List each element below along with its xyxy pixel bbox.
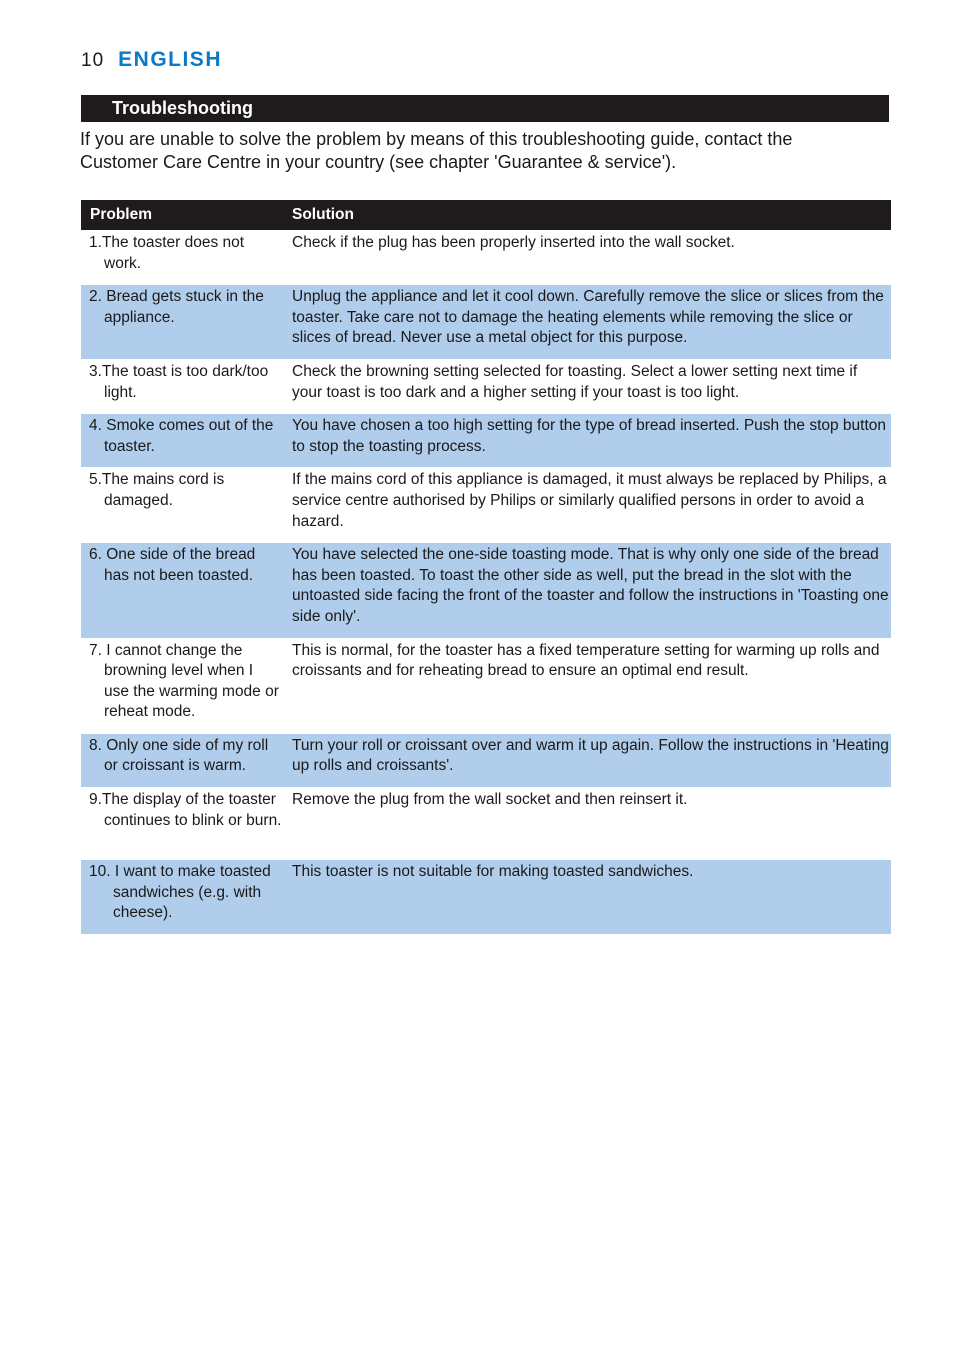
solution-cell: Turn your roll or croissant over and warm it up again. Follow the instructions in 'Heating up rolls and croissants'. bbox=[284, 733, 891, 787]
problem-cell bbox=[81, 543, 284, 638]
intro-paragraph: If you are unable to solve the problem by means of this troubleshooting guide, contact the Customer Care Centre in your country (see chapter 'Guarantee & service'). bbox=[80, 129, 793, 172]
problem-text: 5.The mains cord is damaged. bbox=[89, 471, 225, 509]
problem-cell bbox=[81, 414, 284, 468]
problem-cell bbox=[81, 285, 284, 360]
solution-column-header: Solution bbox=[284, 200, 891, 231]
table-row bbox=[81, 414, 891, 468]
problem-text: 2. Bread gets stuck in the appliance. bbox=[89, 288, 264, 326]
problem-cell bbox=[81, 860, 284, 934]
solution-cell: You have chosen a too high setting for the type of bread inserted. Push the stop button to stop the toasting process. bbox=[284, 414, 891, 468]
problem-text: 1.The toaster does not work. bbox=[89, 234, 245, 272]
solution-cell: You have selected the one-side toasting mode. That is why only one side of the bread has been toasted. To toast the other side as well, put the bread in the slot with the untoasted side facing the front of the toaster and follow the instructions in 'Toasting one side only'. bbox=[284, 543, 891, 638]
problem-text: 9.The display of the toaster continues to blink or burn. bbox=[89, 791, 282, 829]
solution-cell: Unplug the appliance and let it cool down. Carefully remove the slice or slices from the toaster. Take care not to damage the heating elements while removing the slice or slices of bread. Never use a metal object for this purpose. bbox=[284, 285, 891, 360]
solution-cell: Remove the plug from the wall socket and then reinsert it. bbox=[284, 788, 891, 860]
section-title: Troubleshooting bbox=[81, 95, 889, 122]
table-row bbox=[81, 860, 891, 934]
problem-column-header: Problem bbox=[81, 200, 284, 231]
problem-cell bbox=[81, 359, 284, 413]
page-header bbox=[81, 48, 222, 72]
solution-cell: If the mains cord of this appliance is damaged, it must always be replaced by Philips, a service centre authorised by Philips or similarly qualified persons in order to avoid a hazard. bbox=[284, 468, 891, 543]
problem-text: 6. One side of the bread has not been toasted. bbox=[89, 546, 256, 584]
page-number: 10 bbox=[81, 50, 105, 71]
problem-text: 7. I cannot change the browning level when I use the warming mode or reheat mode. bbox=[89, 641, 279, 721]
solution-cell: Check if the plug has been properly inserted into the wall socket. bbox=[284, 231, 891, 285]
problem-cell bbox=[81, 788, 284, 860]
problem-text: 4. Smoke comes out of the toaster. bbox=[89, 417, 274, 455]
solution-cell: Check the browning setting selected for toasting. Select a lower setting next time if your toast is too dark and a higher setting if your toast is too light. bbox=[284, 359, 891, 413]
problem-text: 8. Only one side of my roll or croissant is warm. bbox=[89, 736, 269, 775]
table-row bbox=[81, 543, 891, 638]
problem-cell bbox=[81, 638, 284, 733]
problem-cell bbox=[81, 231, 284, 285]
problem-cell bbox=[81, 468, 284, 543]
table-row bbox=[81, 638, 891, 733]
table-row bbox=[81, 468, 891, 543]
table-header-row bbox=[81, 200, 891, 231]
problem-text: 10. I want to make toasted sandwiches (e.g. with cheese). bbox=[89, 863, 271, 922]
table-row bbox=[81, 285, 891, 360]
table-row bbox=[81, 359, 891, 413]
table-row bbox=[81, 788, 891, 860]
problem-cell bbox=[81, 733, 284, 787]
troubleshooting-table bbox=[81, 200, 891, 934]
solution-cell: This toaster is not suitable for making toasted sandwiches. bbox=[284, 860, 891, 934]
problem-text: 3.The toast is too dark/too light. bbox=[89, 362, 269, 401]
table-row bbox=[81, 733, 891, 787]
table-row bbox=[81, 231, 891, 285]
solution-cell: This is normal, for the toaster has a fixed temperature setting for warming up rolls and croissants and for reheating bread to ensure an optimal end result. bbox=[284, 638, 891, 733]
language-label: ENGLISH bbox=[118, 48, 222, 71]
